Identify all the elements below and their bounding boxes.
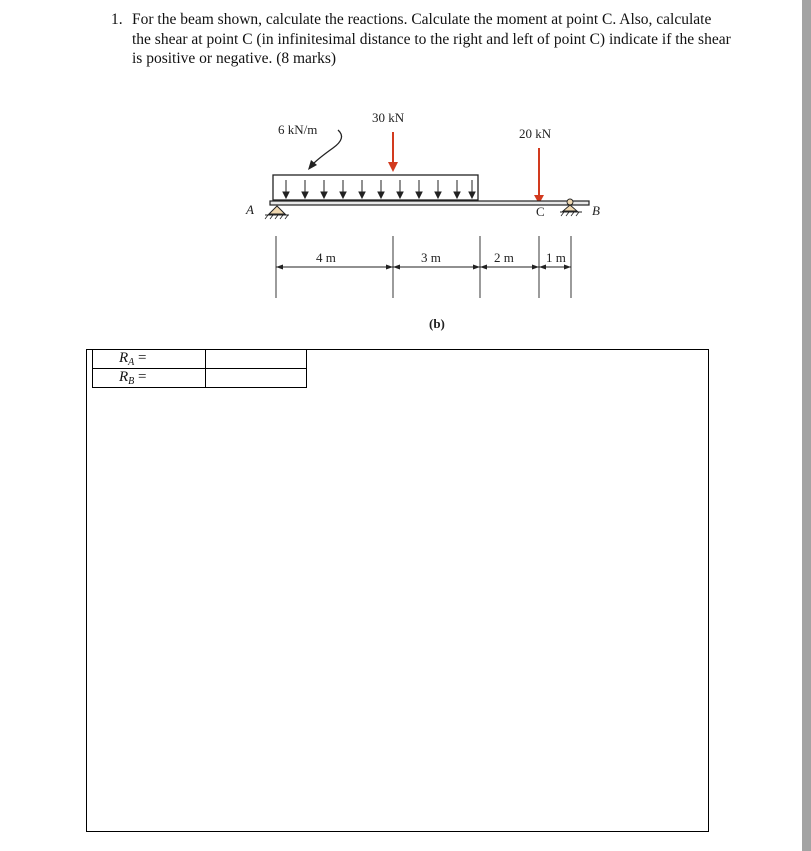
- support-b-roller: [567, 199, 573, 205]
- point-c-label: C: [536, 204, 545, 219]
- figure-caption: (b): [429, 316, 445, 331]
- question-block: [111, 10, 731, 69]
- reaction-a-symbol: R: [119, 350, 129, 366]
- distributed-load-arrows: [283, 180, 475, 198]
- question-number: 1.: [111, 11, 123, 28]
- reaction-a-input[interactable]: [206, 350, 307, 369]
- answer-area[interactable]: [86, 349, 709, 832]
- support-a-label: A: [246, 202, 254, 217]
- reaction-a-subscript: A: [128, 357, 135, 368]
- support-a-hatch: [265, 215, 288, 219]
- support-b-base: [563, 205, 577, 211]
- reaction-b-label: [93, 369, 206, 388]
- support-b-hatch: [561, 212, 579, 216]
- table-row: [93, 350, 307, 369]
- dimension-2m-label: 2 m: [494, 250, 514, 265]
- distributed-load-label: 6 kN/m: [278, 122, 318, 137]
- reaction-b-symbol: R: [119, 369, 129, 385]
- point-load-30-arrowhead: [388, 162, 398, 172]
- dimension-3m-label: 3 m: [421, 250, 441, 265]
- table-row: [93, 369, 307, 388]
- dimension-1m-label: 1 m: [546, 250, 566, 265]
- point-load-30-label: 30 kN: [372, 110, 405, 125]
- reaction-a-label: [93, 350, 206, 369]
- beam-diagram-svg: [230, 100, 630, 340]
- reactions-table: [92, 349, 307, 388]
- reaction-a-equals: =: [138, 350, 147, 366]
- dimension-4m-label: 4 m: [316, 250, 336, 265]
- reaction-b-subscript: B: [128, 376, 135, 387]
- support-b-label: B: [592, 203, 600, 218]
- reaction-b-input[interactable]: [206, 369, 307, 388]
- point-load-20-label: 20 kN: [519, 126, 552, 141]
- beam-diagram: [230, 100, 630, 340]
- support-a-pin: [269, 206, 285, 214]
- scrollbar-edge[interactable]: [802, 0, 811, 851]
- question-text: For the beam shown, calculate the reactions. Calculate the moment at point C. Also, calculate the shear at point C (in infinitesimal distance to the right and left of point C) indicate if the shear is positive or negative. (8 marks): [132, 11, 731, 67]
- reaction-b-equals: =: [138, 369, 147, 385]
